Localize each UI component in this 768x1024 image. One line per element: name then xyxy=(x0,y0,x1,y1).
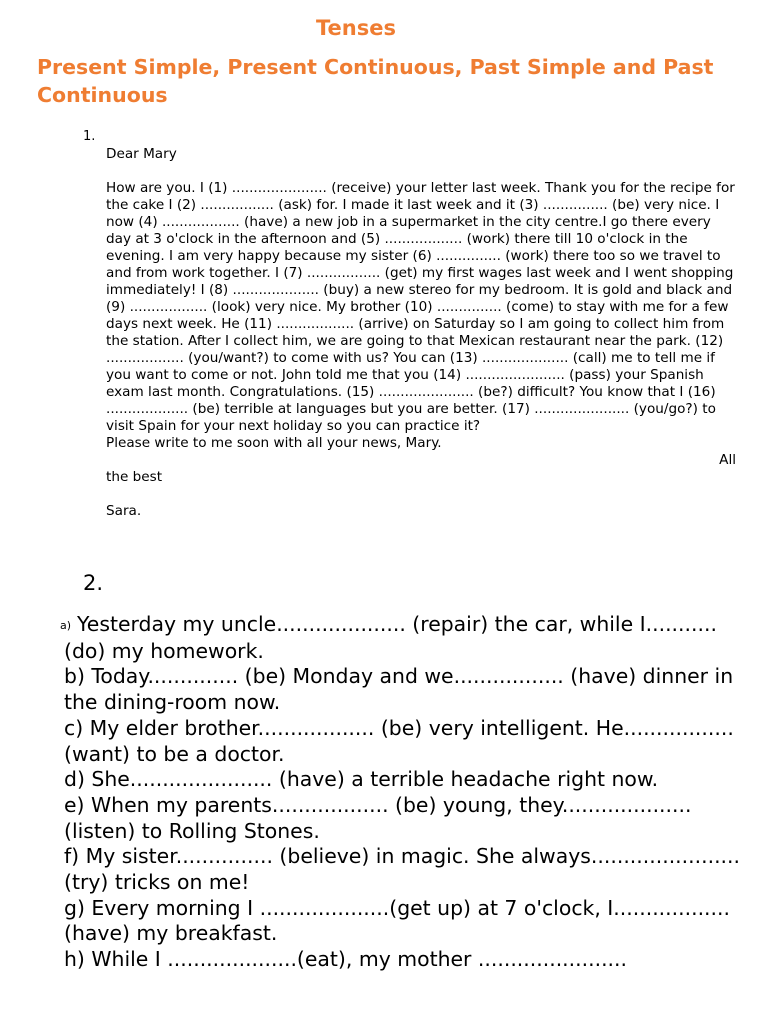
list-item xyxy=(64,716,754,767)
section-2-number: 2. xyxy=(83,571,104,595)
item-text: f) My sister............... (believe) in magic. She always....................... (try) tricks on me! xyxy=(64,844,740,895)
item-marker: a) xyxy=(60,619,72,632)
item-text: Yesterday my uncle.................... (repair) the car, while I........... (do) my homework. xyxy=(64,612,717,663)
list-item xyxy=(60,612,754,664)
item-text: d) She...................... (have) a terrible headache right now. xyxy=(64,767,659,792)
list-item xyxy=(64,767,754,793)
letter-closing-line: Please write to me soon with all your news, Mary. xyxy=(106,435,442,451)
item-text: h) While I ....................(eat), my mother ....................... xyxy=(64,947,627,972)
section-1-number: 1. xyxy=(83,129,96,144)
item-text: e) When my parents.................. (be) young, they....................(listen) to Rolling Stones. xyxy=(64,792,692,843)
letter-all: All xyxy=(719,452,736,468)
letter-signature: Sara. xyxy=(106,503,142,519)
item-text: c) My elder brother.................. (be) very intelligent. He................. (want) to be a doctor. xyxy=(64,715,734,766)
list-item xyxy=(64,664,754,715)
letter-body: How are you. I (1) ...................... (receive) your letter last week. Thank you for the recipe for the cake I (2) ................. (ask) for. I made it last week and it (3) ............... (be) very nice. I now (4) .................. (have) a new job in a supermarket in the city centre.I go there every day at 3 o'clock in the afternoon and (5) .................. (work) there till 10 o'clock in the evening. I am very happy because my sister (6) ............... (work) there too so we travel to and from work together. I (7) ................. (get) my first wages last week and I went shopping immediately! I (8) .................... (buy) a new stereo for my bedroom. It is gold and black and (9) .................. (look) very nice. My brother (10) ............... (come) to stay with me for a few days next week. He (11) .................. (arrive) on Saturday so I am going to collect him from the station. After I collect him, we are going to that Mexican restaurant near the park. (12) .................. (you/want?) to come with us? You can (13) .................... (call) me to tell me if you want to come or not. John told me that you (14) ....................... (pass) your Spanish exam last month. Congratulations. (15) ...................... (be?) difficult? You know that I (16) ................... (be) terrible at languages but you are better. (17) ...................... (you/go?) to visit Spain for your next holiday so you can practice it? xyxy=(106,180,735,434)
letter-salutation: Dear Mary xyxy=(106,146,177,162)
item-text: b) Today.............. (be) Monday and we................. (have) dinner in the dining-room now. xyxy=(64,664,734,715)
letter-the-best: the best xyxy=(106,469,163,485)
list-item xyxy=(64,844,754,895)
list-item xyxy=(64,793,754,844)
page-title: Tenses xyxy=(316,16,396,40)
list-item xyxy=(64,896,754,947)
item-text: g) Every morning I ....................(get up) at 7 o'clock, I.................. (have) my breakfast. xyxy=(64,895,730,946)
list-item xyxy=(64,947,754,973)
letter-exercise xyxy=(106,146,736,520)
sentence-exercise xyxy=(60,612,754,973)
page-subtitle: Present Simple, Present Continuous, Past Simple and Past Continuous xyxy=(37,55,714,107)
